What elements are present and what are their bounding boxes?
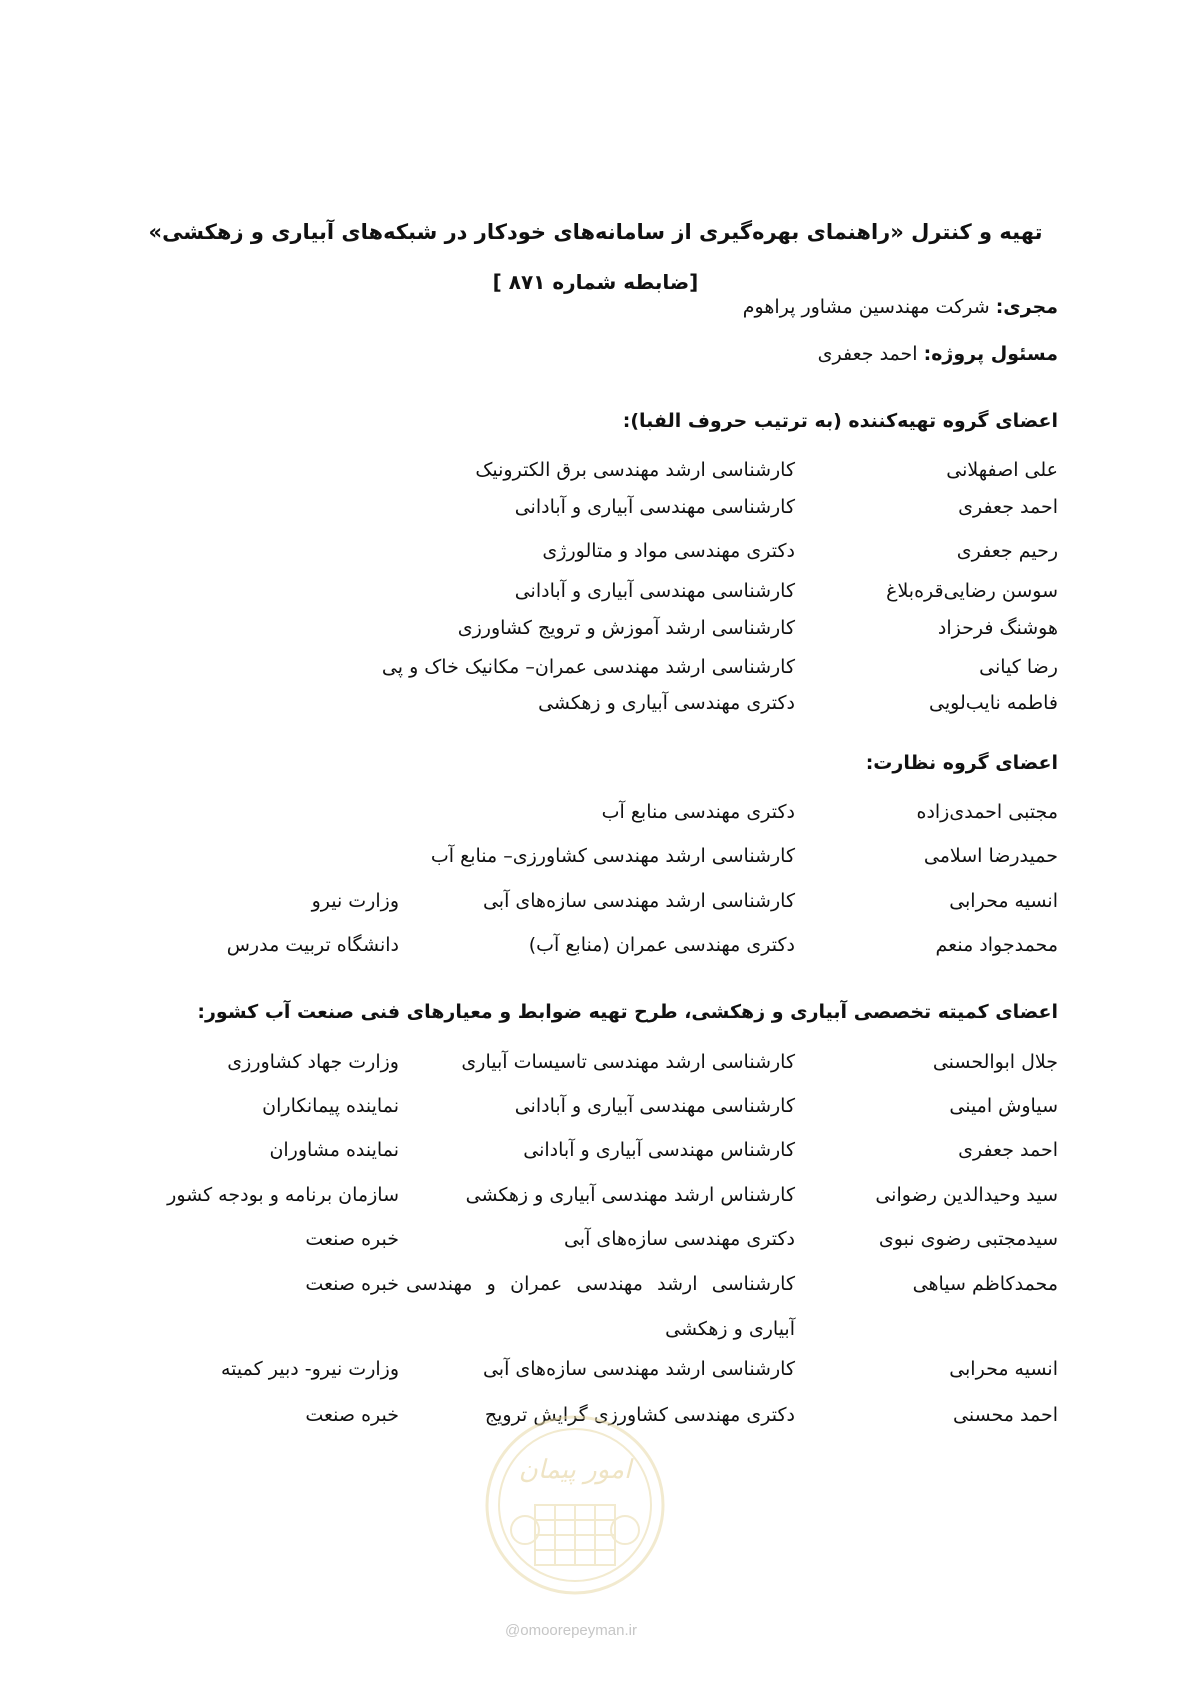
list-item — [0, 845, 1191, 875]
table-row — [0, 1184, 1191, 1214]
stamp-lettering: امور پیمان — [518, 1455, 632, 1485]
member-name: مجتبی احمدی‌زاده — [916, 801, 1058, 823]
project-manager-line — [818, 343, 1058, 365]
list-item — [0, 656, 1191, 686]
supervision-group-heading: اعضای گروه نظارت: — [865, 752, 1058, 774]
list-item — [0, 934, 1191, 964]
member-degree: کارشناس ارشد مهندسی آبیاری و زهکشی — [465, 1184, 795, 1206]
member-degree: کارشناسی ارشد مهندسی کشاورزی– منابع آب — [430, 845, 795, 867]
member-name: سیدمجتبی رضوی نبوی — [878, 1228, 1058, 1250]
document-title: تهیه و کنترل «راهنمای بهره‌گیری از سامانه‌های خودکار در شبکه‌های آبیاری و زهکشی» — [148, 220, 1043, 244]
member-degree: کارشناسی ارشد مهندسی سازه‌های آبی — [482, 1358, 795, 1380]
member-name: علی اصفهلانی — [946, 459, 1058, 481]
list-item — [0, 459, 1191, 489]
member-degree: کارشناسی مهندسی آبیاری و آبادانی — [514, 580, 795, 602]
member-name: فاطمه نایب‌لویی — [929, 692, 1058, 714]
executor-label: مجری: — [995, 296, 1058, 318]
member-degree: کارشناسی مهندسی آبیاری و آبادانی — [514, 496, 795, 518]
preparation-group-heading: اعضای گروه تهیه‌کننده (به ترتیب حروف الفبا): — [622, 410, 1058, 432]
table-row — [0, 1095, 1191, 1125]
list-item — [0, 496, 1191, 526]
list-item — [0, 580, 1191, 610]
member-organization: وزارت جهاد کشاورزی — [227, 1051, 399, 1073]
member-name: احمد محسنی — [953, 1404, 1058, 1426]
member-degree: کارشناسی ارشد آموزش و ترویج کشاورزی — [457, 617, 795, 639]
member-name: رضا کیانی — [979, 656, 1058, 678]
member-organization: خبره صنعت — [305, 1228, 399, 1250]
list-item — [0, 540, 1191, 570]
member-degree: کارشناسی ارشد مهندسی عمران– مکانیک خاک و پی — [381, 656, 795, 678]
list-item — [0, 617, 1191, 647]
member-degree: کارشناسی ارشد مهندسی تاسیسات آبیاری — [461, 1051, 795, 1073]
member-organization: سازمان برنامه و بودجه کشور — [167, 1184, 399, 1206]
member-degree: کارشناس مهندسی آبیاری و آبادانی — [523, 1139, 795, 1161]
member-organization: دانشگاه تربیت مدرس — [226, 934, 399, 956]
table-row — [0, 1139, 1191, 1169]
member-name: سوسن رضایی‌قره‌بلاغ — [886, 580, 1058, 602]
member-degree: کارشناسی ارشد مهندسی سازه‌های آبی — [482, 890, 795, 912]
member-name: احمد جعفری — [958, 496, 1058, 518]
member-degree-continuation: آبیاری و زهکشی — [665, 1318, 795, 1340]
member-degree: دکتری مهندسی کشاورزی گرایش ترویج — [484, 1404, 795, 1426]
member-degree: کارشناسی ارشد مهندسی عمران و مهندسی — [406, 1273, 795, 1295]
member-organization: وزارت نیرو- دبیر کمیته — [221, 1358, 399, 1380]
member-degree: کارشناسی ارشد مهندسی برق الکترونیک — [475, 459, 795, 481]
member-name: احمد جعفری — [958, 1139, 1058, 1161]
member-degree: کارشناسی مهندسی آبیاری و آبادانی — [514, 1095, 795, 1117]
list-item — [0, 890, 1191, 920]
watermark-stamp-icon — [480, 1410, 670, 1600]
table-row — [0, 1228, 1191, 1258]
list-item — [0, 692, 1191, 722]
member-name: انسیه محرابی — [949, 890, 1058, 912]
member-degree: دکتری مهندسی مواد و متالورژی — [542, 540, 795, 562]
project-manager-value: احمد جعفری — [817, 343, 918, 365]
member-name: محمدجواد منعم — [935, 934, 1058, 956]
committee-heading: اعضای کمیته تخصصی آبیاری و زهکشی، طرح تهیه ضوابط و معیارهای فنی صنعت آب کشور: — [197, 1001, 1058, 1023]
member-degree: دکتری مهندسی آبیاری و زهکشی — [538, 692, 795, 714]
project-manager-label: مسئول پروژه: — [923, 343, 1058, 365]
table-row — [0, 1358, 1191, 1388]
member-degree: دکتری مهندسی عمران (منابع آب) — [528, 934, 795, 956]
member-name: انسیه محرابی — [949, 1358, 1058, 1380]
member-degree: دکتری مهندسی منابع آب — [601, 801, 795, 823]
watermark-text: @omoorepeyman.ir — [505, 1622, 637, 1639]
member-degree: دکتری مهندسی سازه‌های آبی — [563, 1228, 795, 1250]
member-organization: خبره صنعت — [305, 1273, 399, 1295]
member-name: سید وحیدالدین رضوانی — [875, 1184, 1058, 1206]
member-name: حمیدرضا اسلامی — [923, 845, 1058, 867]
member-organization: خبره صنعت — [305, 1404, 399, 1426]
executor-line — [743, 296, 1058, 318]
table-row — [0, 1051, 1191, 1081]
document-subtitle: [ضابطه شماره ۸۷۱ ] — [492, 270, 699, 294]
member-organization: نماینده پیمانکاران — [262, 1095, 399, 1117]
member-name: جلال ابوالحسنی — [932, 1051, 1058, 1073]
member-name: محمدکاظم سیاهی — [912, 1273, 1058, 1295]
member-organization: وزارت نیرو — [311, 890, 399, 912]
member-name: هوشنگ فرحزاد — [937, 617, 1058, 639]
member-name: رحیم جعفری — [956, 540, 1058, 562]
list-item — [0, 801, 1191, 831]
member-name: سیاوش امینی — [949, 1095, 1058, 1117]
table-row — [0, 1273, 1191, 1303]
member-organization: نماینده مشاوران — [269, 1139, 399, 1161]
executor-value: شرکت مهندسین مشاور پراهوم — [742, 296, 990, 318]
